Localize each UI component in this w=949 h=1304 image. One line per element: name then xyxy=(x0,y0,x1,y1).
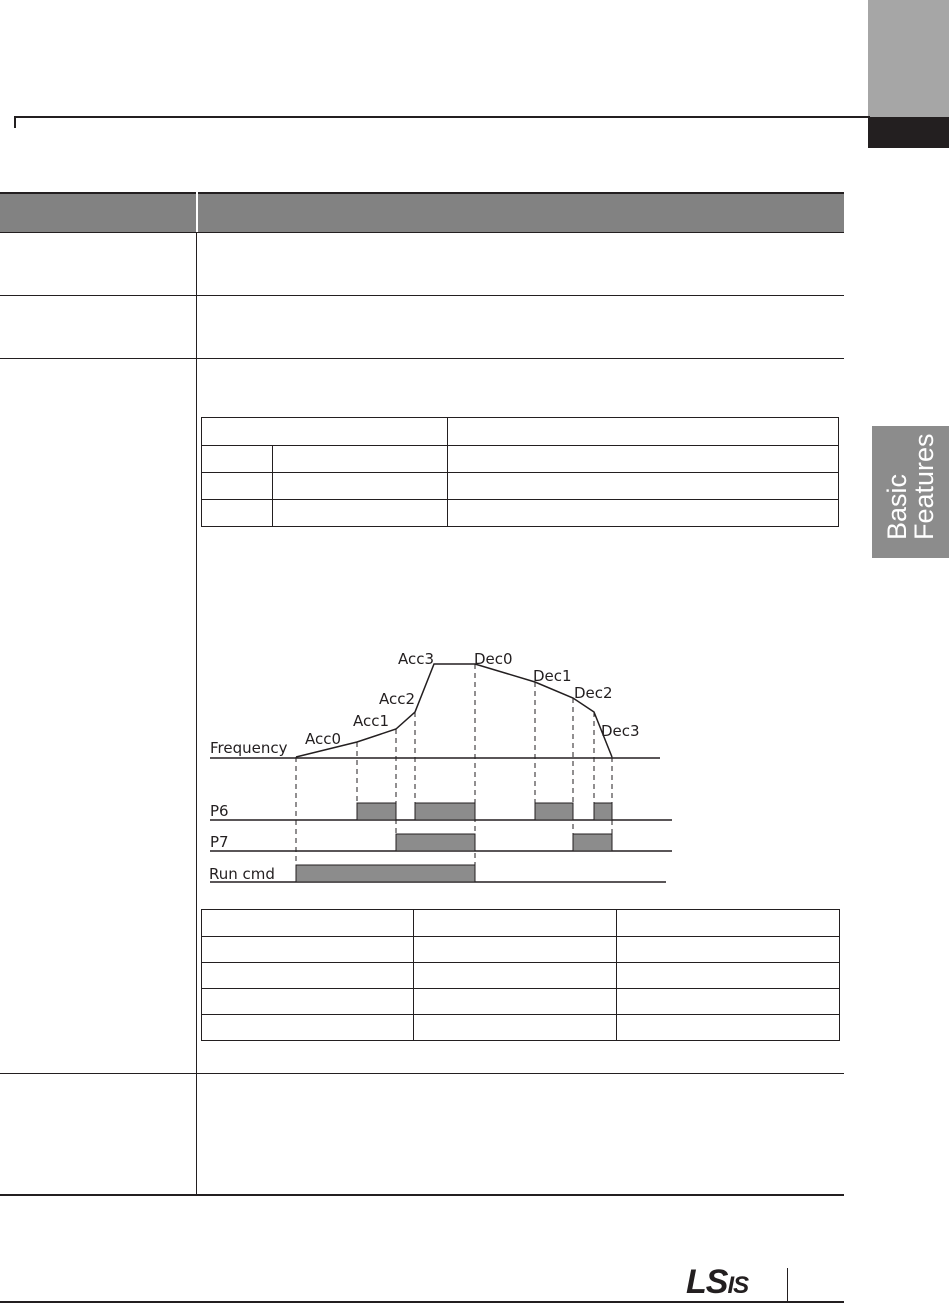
table-row-border xyxy=(0,295,844,296)
label-frequency: Frequency xyxy=(210,739,288,757)
runcmd-pulse xyxy=(296,865,475,882)
table-cell xyxy=(273,473,448,500)
p6-pulse xyxy=(594,803,612,820)
label-p6: P6 xyxy=(210,802,229,820)
table-cell xyxy=(202,418,448,446)
table-cell xyxy=(202,446,273,473)
table-cell xyxy=(414,937,617,963)
table-header xyxy=(0,192,844,232)
label-dec1: Dec1 xyxy=(533,667,572,685)
side-tab-line1: Basic xyxy=(881,473,912,540)
inner-table-settings xyxy=(201,417,839,527)
section-side-tab xyxy=(872,426,949,558)
table-header-divider xyxy=(196,192,198,232)
header-rule-tick xyxy=(14,116,16,128)
label-dec0: Dec0 xyxy=(474,650,513,668)
acc-dec-timing-diagram xyxy=(200,645,680,890)
label-run-cmd: Run cmd xyxy=(209,865,275,883)
p6-pulse xyxy=(357,803,396,820)
table-cell xyxy=(202,963,414,989)
table-cell xyxy=(202,989,414,1015)
label-p7: P7 xyxy=(210,833,229,851)
p7-pulse xyxy=(396,834,475,851)
table-row-border xyxy=(0,1073,844,1074)
table-cell xyxy=(414,963,617,989)
p7-pulse xyxy=(573,834,612,851)
label-acc0: Acc0 xyxy=(305,730,342,748)
table-cell xyxy=(414,989,617,1015)
p6-pulse xyxy=(535,803,573,820)
label-acc3: Acc3 xyxy=(398,650,435,668)
label-acc2: Acc2 xyxy=(379,690,416,708)
footer-rule xyxy=(0,1301,844,1303)
table-column-divider xyxy=(196,232,197,1194)
table-cell xyxy=(414,1015,617,1041)
table-cell xyxy=(617,910,840,937)
table-cell xyxy=(448,473,839,500)
table-cell xyxy=(617,937,840,963)
label-dec2: Dec2 xyxy=(574,684,613,702)
table-bottom-border xyxy=(0,1194,844,1196)
table-cell xyxy=(617,963,840,989)
table-cell xyxy=(617,1015,840,1041)
table-cell xyxy=(273,446,448,473)
table-cell xyxy=(448,418,839,446)
inner-table-multi-step xyxy=(201,909,840,1041)
footer-separator xyxy=(787,1268,788,1302)
table-cell xyxy=(202,910,414,937)
table-cell xyxy=(202,1015,414,1041)
side-tab-line2: Features xyxy=(908,433,939,540)
table-cell xyxy=(448,446,839,473)
header-rule xyxy=(14,116,870,118)
chapter-tab-marker xyxy=(868,117,949,148)
table-cell xyxy=(202,473,273,500)
table-cell xyxy=(273,500,448,527)
table-cell xyxy=(414,910,617,937)
logo-text: LS xyxy=(686,1263,728,1301)
table-cell xyxy=(202,500,273,527)
table-cell xyxy=(202,937,414,963)
table-row-border xyxy=(0,358,844,359)
ls-is-logo xyxy=(686,1263,748,1302)
label-acc1: Acc1 xyxy=(353,712,390,730)
logo-suffix: IS xyxy=(727,1272,749,1299)
table-cell xyxy=(617,989,840,1015)
table-cell xyxy=(448,500,839,527)
p6-pulse xyxy=(415,803,475,820)
chapter-tab-top xyxy=(868,0,949,117)
table-row-border xyxy=(0,232,844,233)
label-dec3: Dec3 xyxy=(601,722,640,740)
